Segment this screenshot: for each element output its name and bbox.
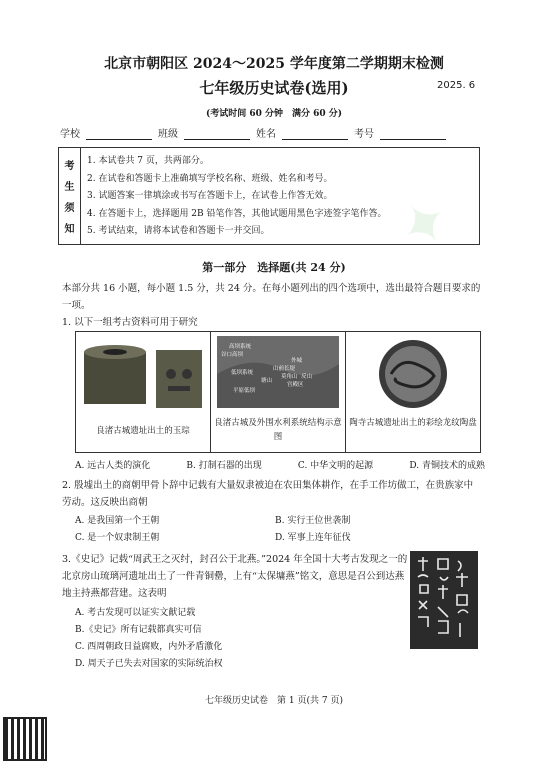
id-field[interactable] bbox=[380, 128, 446, 140]
exam-subtitle: 七年级历史试卷(选用) bbox=[199, 79, 349, 97]
exam-date: 2025. 6 bbox=[437, 80, 476, 91]
map-label: 宫殿区 bbox=[287, 382, 304, 388]
section-intro: 本部分共 16 小题，每小题 1.5 分，共 24 分。在每小题列出的四个选项中，选出最符合题目要求的一项。 bbox=[62, 283, 481, 311]
watermark: ✦ bbox=[384, 181, 466, 269]
exam-notice-box bbox=[58, 147, 480, 245]
q3-option-c[interactable]: C. 西周朝政日益腐败，内外矛盾激化 bbox=[75, 642, 223, 652]
question-3-stem: 3.《史记》记载“周武王之灭纣，封召公于北燕。”2024 年全国十大考古发现之一的北京房山琉璃河遗址出土了一件青铜罍，上有“太保墉燕”铭文，意思是召公到达燕地主持燕都营建。这表明 bbox=[62, 554, 408, 599]
map-label: 山前长堤 bbox=[273, 366, 296, 372]
exam-title: 北京市朝阳区 2024～2025 学年度第二学期期末检测 bbox=[104, 56, 444, 72]
q2-option-c[interactable]: C. 是一个奴隶制王朝 bbox=[75, 533, 160, 543]
class-label: 班级 bbox=[158, 129, 178, 140]
notice-side-label bbox=[59, 148, 81, 244]
q1-option-d[interactable]: D. 青铜技术的成熟 bbox=[409, 461, 485, 471]
q1-option-c[interactable]: C. 中华文明的起源 bbox=[297, 461, 374, 471]
q3-option-b[interactable]: B.《史记》所有记载都真实可信 bbox=[75, 625, 202, 635]
inscription-glyphs bbox=[410, 551, 478, 649]
q1-options bbox=[75, 458, 485, 471]
student-info-line bbox=[60, 125, 480, 140]
school-label: 学校 bbox=[60, 129, 80, 140]
q2-option-d[interactable]: D. 军事上连年征伐 bbox=[275, 533, 351, 543]
side-char: 知 bbox=[64, 224, 75, 235]
map-label: 高坝系统 bbox=[229, 344, 252, 350]
q3-option-d[interactable]: D. 周天子已失去对国家的实际统治权 bbox=[75, 659, 223, 669]
page-footer: 七年级历史试卷 第 1 页(共 7 页) bbox=[205, 696, 343, 706]
notice-item: 4. 在答题卡上，选择题用 2B 铅笔作答，其他试题用黑色字迹签字笔作答。 bbox=[87, 208, 387, 219]
qr-code[interactable] bbox=[3, 717, 47, 761]
school-field[interactable] bbox=[86, 128, 152, 140]
name-field[interactable] bbox=[282, 128, 348, 140]
q1-option-a[interactable]: A. 远古人类的演化 bbox=[75, 461, 151, 471]
notice-item: 1. 本试卷共 7 页，共两部分。 bbox=[87, 156, 209, 166]
q1-option-b[interactable]: B. 打制石器的出现 bbox=[186, 461, 262, 471]
side-char: 生 bbox=[64, 182, 75, 193]
map-label: 平原低坝 bbox=[233, 388, 256, 394]
map-label: 塘山 bbox=[261, 378, 273, 384]
bronze-inscription-image bbox=[410, 551, 478, 649]
q1-image-table bbox=[75, 331, 481, 453]
q2-option-b[interactable]: B. 实行王位世袭制 bbox=[275, 516, 351, 526]
exam-time: (考试时间 60 分钟 满分 60 分) bbox=[205, 109, 343, 119]
section-title: 第一部分 选择题(共 24 分) bbox=[202, 261, 346, 274]
caption-liangzhu-map: 良渚古城及外围水利系统结构示意图 bbox=[214, 418, 342, 442]
id-label: 考号 bbox=[354, 129, 374, 140]
jade-cong-cell bbox=[76, 332, 211, 452]
name-label: 姓名 bbox=[256, 129, 276, 140]
class-field[interactable] bbox=[184, 128, 250, 140]
map-label: 外城 bbox=[291, 358, 303, 364]
question-1-stem: 1. 以下一组考古资料可用于研究 bbox=[62, 317, 198, 328]
side-char: 须 bbox=[64, 203, 75, 214]
notice-item: 3. 试题答案一律填涂或书写在答题卡上，在试卷上作答无效。 bbox=[87, 191, 333, 201]
map-label: 谷口高坝 bbox=[221, 352, 244, 358]
map-label: 反山 bbox=[301, 374, 313, 380]
caption-dragon-plate: 陶寺古城遗址出土的彩绘龙纹陶盘 bbox=[349, 418, 477, 428]
q2-option-a[interactable]: A. 是我国第一个王朝 bbox=[75, 516, 160, 526]
dragon-plate-cell bbox=[346, 332, 480, 452]
q3-option-a[interactable]: A. 考古发现可以证实文献记载 bbox=[75, 608, 196, 618]
notice-item: 2. 在试卷和答题卡上准确填写学校名称、班级、姓名和考号。 bbox=[87, 173, 333, 184]
dragon-plate-image bbox=[346, 336, 480, 416]
jade-cong-image bbox=[76, 338, 210, 416]
question-2-stem: 2. 殷墟出土的商朝甲骨卜辞中记载有大量奴隶被迫在农田集体耕作，在手工作坊做工，在贵族家中劳动。这反映出商朝 bbox=[62, 480, 474, 508]
map-label: 低坝系统 bbox=[231, 370, 254, 376]
notice-items bbox=[87, 153, 387, 241]
notice-item: 5. 考试结束，请将本试卷和答题卡一并交回。 bbox=[87, 226, 270, 236]
liangzhu-map-image bbox=[211, 334, 345, 414]
liangzhu-map-cell bbox=[211, 332, 346, 452]
caption-jade-cong: 良渚古城遗址出土的玉琮 bbox=[96, 426, 190, 436]
side-char: 考 bbox=[64, 161, 75, 172]
map-label: 莫角山 bbox=[281, 374, 298, 380]
